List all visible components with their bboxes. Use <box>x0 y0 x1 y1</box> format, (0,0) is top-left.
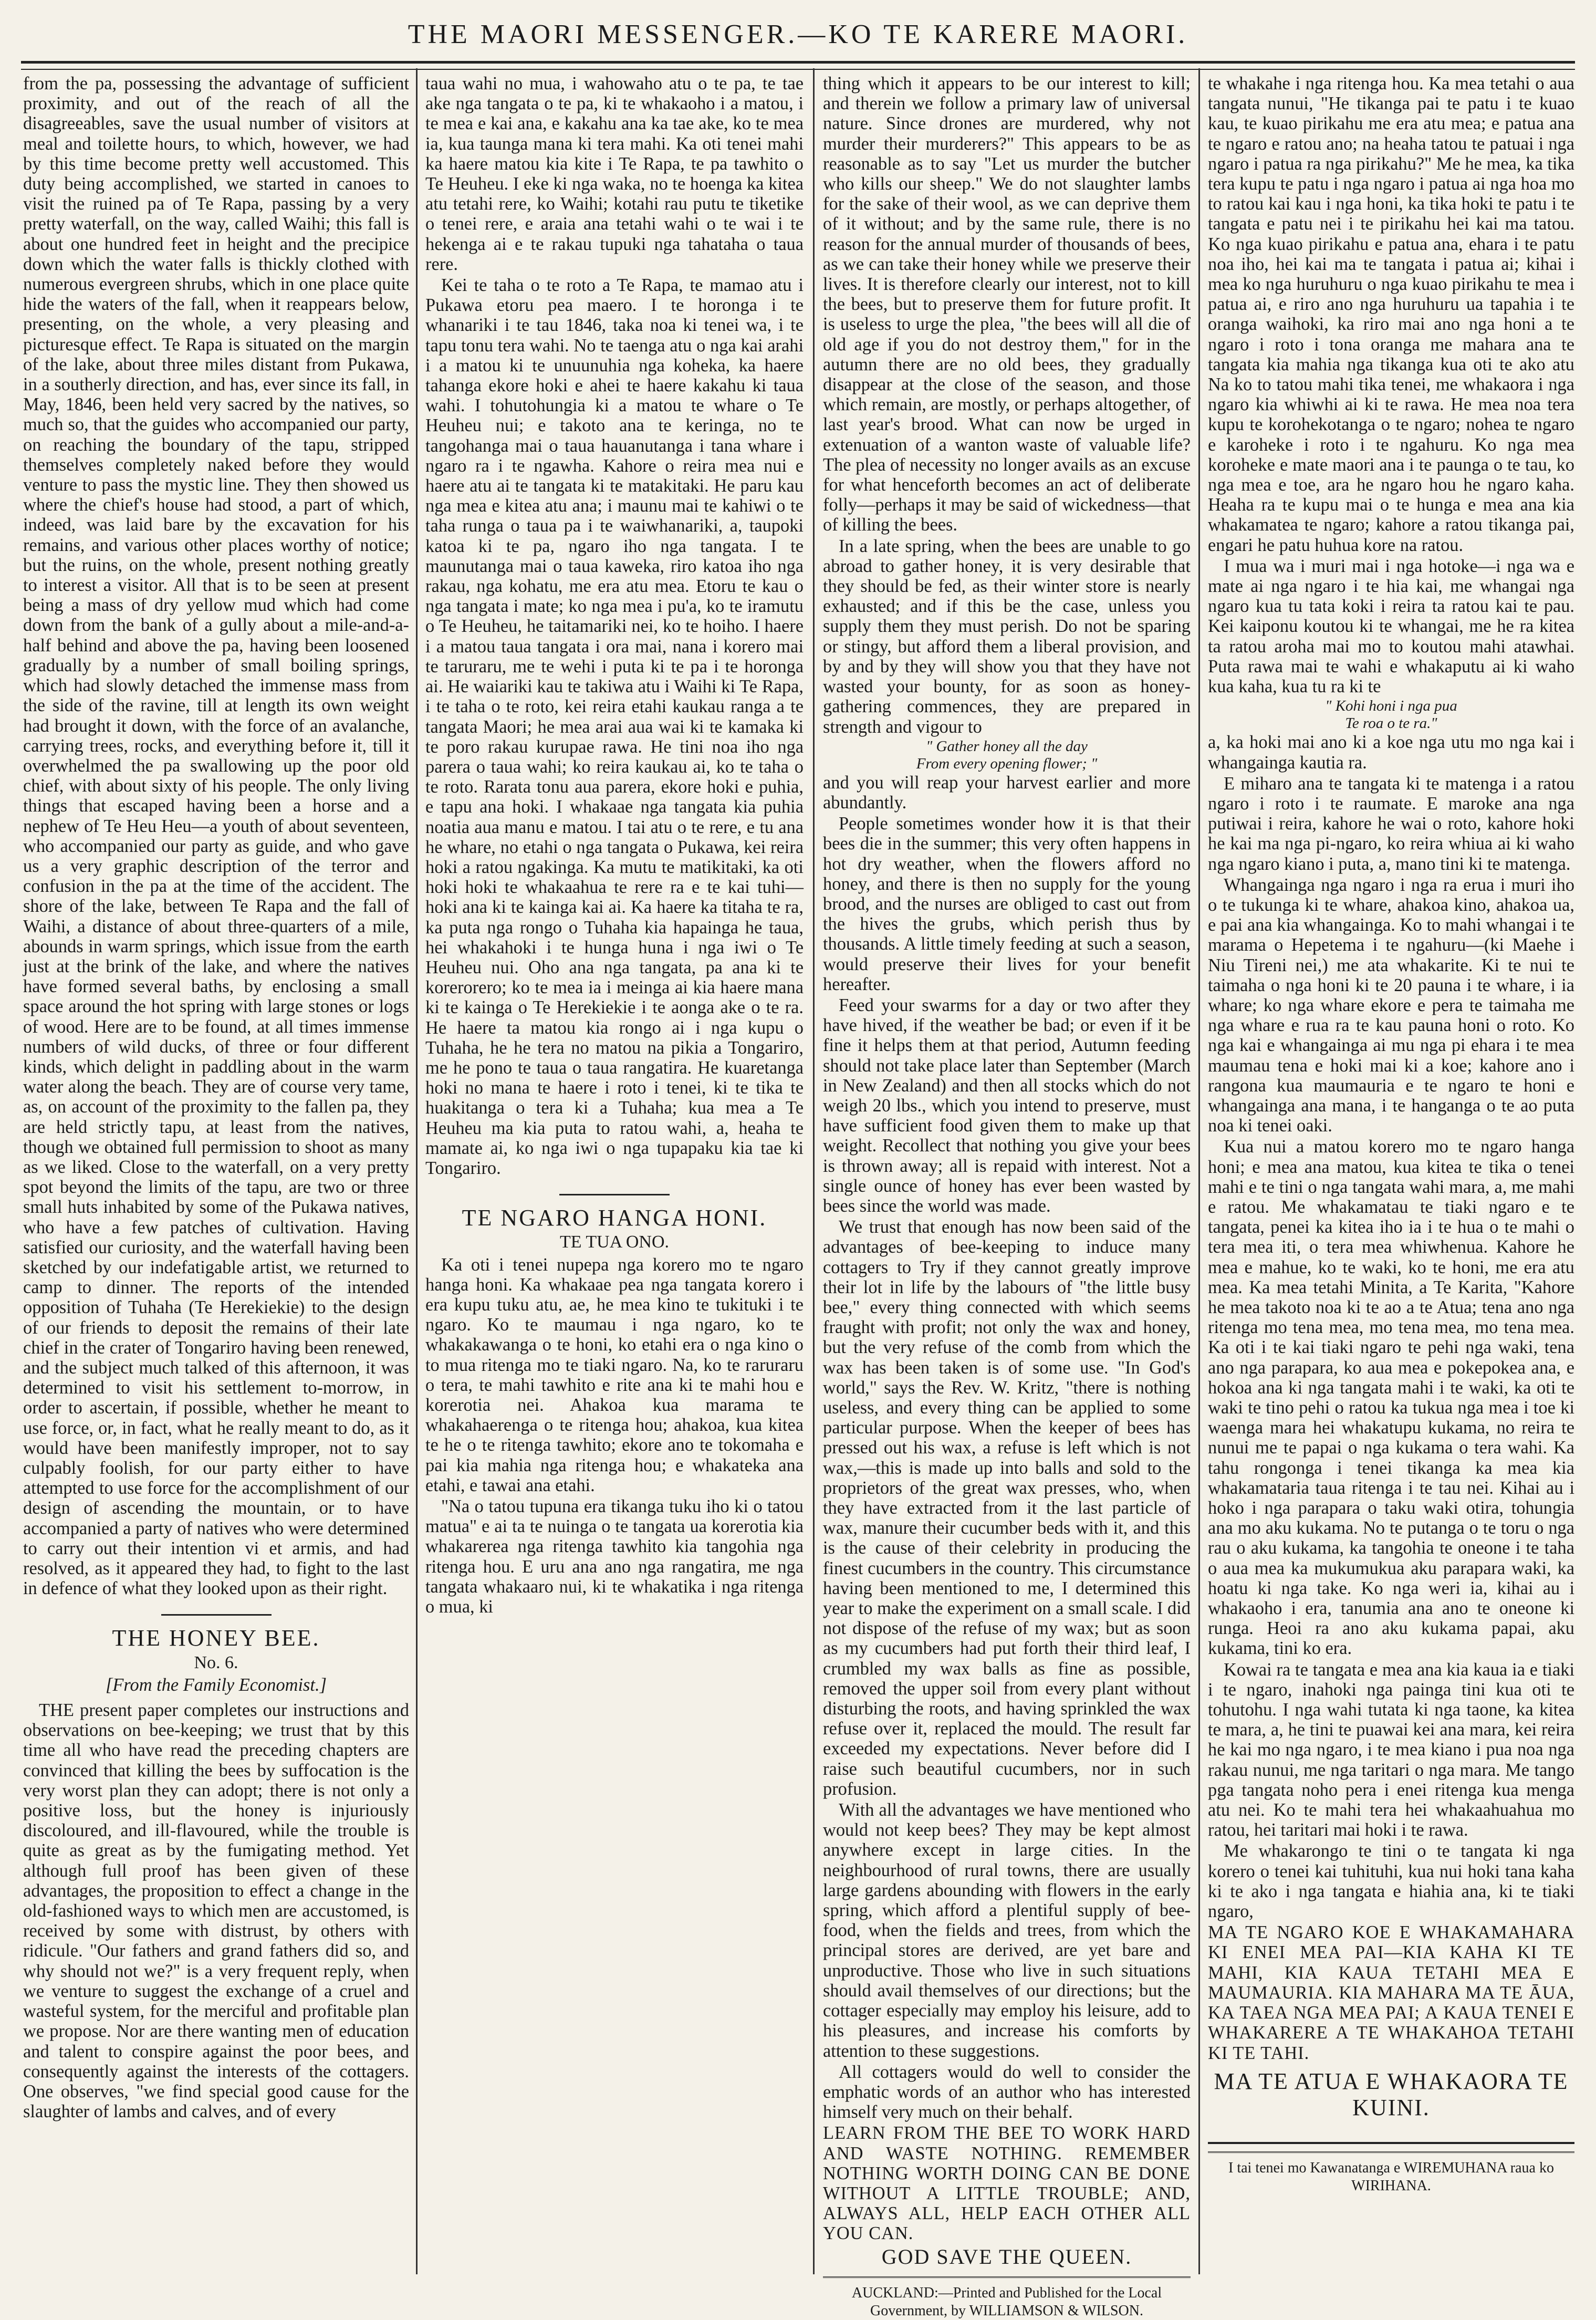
article-paragraph: taua wahi no mua, i wahowaho atu o te pa, te tae ake nga tangata o te pa, ki te whakaoho i a matou, i te mea e kai ana, e kakahu ana ka tae ake, ko te mea ia, kua taunga mana ki tera mahi. Ka oti tenei mahi ka haere matou kia kite i Te Rapa, te pa tawhito o Te Heuheu. I eke ki nga waka, no te hoenga ka kitea atu tetahi rere, ko Waihi; kotahi rau putu te tiketike o tenei rere, e araia ana tetahi wahi o te wai i te hekenga ai e te rakau tupuki nga tahataha o taua rere. <box>425 74 804 274</box>
printer-imprint: AUCKLAND:—Printed and Published for the Local Government, by WILLIAMSON & WILSON. <box>823 2276 1191 2320</box>
article-subtitle: TE TUA ONO. <box>559 1232 670 1252</box>
article-number: No. 6. <box>194 1652 238 1672</box>
article-title: THE HONEY BEE. <box>112 1625 320 1651</box>
article-paragraph: I mua wa i muri mai i nga hotoke—i nga wa e mate ai nga ngaro i te hia kai, me whangai nga ngaro kua tu tata koki i reira ta ratou kai te pau. Kei kaiponu koutou ki te whangai, me he ra kitea ta ratou aroha mai mo to koutou mahi atawhai. Puta rawa mai te wahi e whakaputu ai ki waho kua kaha, kua tu ra ki te <box>1208 556 1574 697</box>
god-save-the-queen-maori: MA TE ATUA E WHAKAORA TE KUINI. <box>1214 2068 1569 2120</box>
section-rule <box>559 1194 670 1195</box>
article-paragraph: and you will reap your harvest earlier and more abundantly. <box>823 772 1191 813</box>
article-paragraph: People sometimes wonder how it is that their bees die in the summer; this very often happens in hot dry weather, when the flowers afford no honey, and there is then no supply for the young brood, and the nurses are obliged to cast out from the hives the grubs, which perish thus by thousands. A little timely feeding at such a season, would preserve their lives for your benefit hereafter. <box>823 814 1191 994</box>
article-paragraph: With all the advantages we have mentioned who would not keep bees? They may be kept almost anywhere except in large cities. In the neighbourhood of rural towns, there are usually large gardens abounding with flowers in the early spring, which afford a plentiful supply of bee-food, when the fields and trees, from which the principal stores are derived, are yet bare and unproductive. Those who live in such situations should avail themselves of our directions; but the cottager especially may employ his leisure, add to his pleasures, and increase his comforts by attention to these suggestions. <box>823 1800 1191 2061</box>
article-paragraph: Kei te taha o te roto a Te Rapa, te mamao atu i Pukawa etoru pea maero. I te horonga i te whanariki i te tau 1846, taka noa ki tenei wa, i te tapu tonu tera wahi. No te taenga atu o nga kai arahi i a matou ki te unuunuhia nga koheka, ka haere tahanga ekore hoki e ahei te haere kakahu ki taua wahi. I tohutohungia ki a matou te whare o Te Heuheu nui; e takoto ana te keringa, no te tangohanga mai o taua hauanutanga i tana whare i ngaro ra i te ngawha. Kahore o reira mea nui e haere atu ai te tangata ki te matakitaki. He paru kau nga mea e kitea atu ana; i maunu mai te kahiwi o te taha runga o taua pa i te waiwhanariki, a, taupoki katoa ki te pa, ngaro iho nga tangata. I te maunutanga mai o taua kaweka, riro katoa iho nga rakau, nga kohatu, me era atu mea. Etoru te kau o nga tangata i mate; ko nga mea i pu'a, ko te iramutu o Te Heuheu, he taitamariki nei, ko te hoiho. I haere i a matou taua tangata i ora mai, nana i korero mai te taruraru, me te wehi i puta ki te pa i te horonga ai. He waiariki kau te takiwa atu i Waihi ki Te Rapa, i te taha o te roto, kei reira etahi kaukau ranga a te tangata Maori; he mea arai aua wai ki te kamaka ki te poro rakau kurupae rawa. He tini noa iho nga parera o taua wahi; ko reira kaukau ai, ko te taha o te roto. Rarata tonu aua parera, ekore hoki e puhia, e tapu ana hoki. I whakaae nga tangata kia puhia noatia aua manu e matou. I tai atu o te rere, e tu ana he whare, no etahi o nga tangata o Pukawa, kei reira hoki a ratou ngakinga. Ka mutu te matikitaki, ka oti hoki hoki te whakaahua te rere ra e te kai tuhi—hoki ana ki te kainga kai ai. Ka haere ka titaha te ra, ka puta nga rongo o Tuhaha kia hapainga he taua, hei whakahoki i te hunga huna i nga iwi o Te Heuheu nui. Oho ana nga tangata, pa ana ki te korerorero; ko te mea ia i meinga ai kia haere mana ki te kainga o Te Herekiekie i te aonga ake o te ra. He haere ta matou kia rongo ai i nga kupu o Tuhaha, he he tera no matou na pikia a Tongariro, me he pono te taua o taua rangatira. He kuaretanga hoki no mana te haere i roto i tenei, ki te tika te huakitanga o tera ki a Tuhaha; kua mea a Te Heuheu ma kia puta to ratou wahi, a, heaha te mamate ai, ko nga iwi o nga tupapaku kia tae ki Tongariro. <box>425 275 804 1178</box>
article-source: [From the Family Economist.] <box>106 1674 327 1695</box>
column-divider <box>813 68 815 2274</box>
verse-line: " Gather honey all the day <box>926 737 1088 755</box>
verse-line: From every opening flower; " <box>916 755 1098 772</box>
section-rule <box>161 1614 272 1616</box>
article-paragraph: All cottagers would do well to consider the emphatic words of an author who has interested himself very much on their behalf. <box>823 2062 1191 2123</box>
article-paragraph: We trust that enough has now been said of the advantages of bee-keeping to induce many cottagers to Try if they cannot greatly improve their lot in life by the labours of "the little busy bee," every thing connected with which seems fraught with profit; not only the wax and honey, but the very refuse of the comb from which the wax has been taken is of some use. "In God's world," says the Rev. W. Kritz, "there is nothing useless, and every thing can be applied to some particular purpose. When the keeper of bees has pressed out his wax, a refuse is left which is not wax,—this is made up into balls and sold to the proprietors of the great wax presses, who, when they have extracted from it the last particle of wax, manure their cucumber beds with it, and this is the cause of their celebrity in producing the finest cucumbers in the country. This circumstance having been mentioned to me, I determined this year to make the experiment on a small scale. I did not dispose of the refuse of my wax; but as soon as my cucumbers had put forth their third leaf, I crumbled my wax balls as fine as possible, removed the upper soil from every plant without disturbing the roots, and having sprinkled the wax refuse over it, replaced the mould. The result far exceeded my expectations. Never before did I raise such beautiful cucumbers, nor in such profusion. <box>823 1217 1191 1799</box>
article-paragraph: Me whakarongo te tini o te tangata ki nga korero o tenei kai tuhituhi, kua nui hoki tana kaha ki te ako i nga tangata e hiahia ana, ki te tiaki ngaro, <box>1208 1841 1574 1922</box>
article-paragraph: Whangainga nga ngaro i nga ra erua i muri iho o te tukunga ki te whare, ahakoa kino, ahakoa ua, e pai ana kia whangainga. Ko to mahi whangai i te marama o Hepetema i te ngahuru—(ki Maehe i Niu Tireni nei,) me ata whakarite. Ki te nui te taimaha o nga honi ki te 20 pauna i te whare, i ia whare; ko nga whare ekore e pera te taimaha me nga whare e rua ra te kau pauna honi o roto. Ko nga kai e whangainga ai mu nga pi ehara i te mea maumau tena e hoki mai ki a koe; kahore ano i rangona kua maumauria e te ngaro te honi e whangainga ana mana, i te hanganga o te ao puta noa ki tenei oaki. <box>1208 875 1574 1136</box>
god-save-the-queen: GOD SAVE THE QUEEN. <box>881 2244 1132 2269</box>
verse-line: " Kohi honi i nga pua <box>1325 698 1457 715</box>
verse-line: Te roa o te ra." <box>1345 715 1437 732</box>
masthead: THE MAORI MESSENGER.—KO TE KARERE MAORI. <box>408 19 1188 49</box>
maxim: LEARN FROM THE BEE TO WORK HARD AND WASTE NOTHING. REMEMBER NOTHING WORTH DOING CAN BE DONE WITHOUT A LITTLE TROUBLE; AND, ALWAYS ALL, HELP EACH OTHER ALL YOU CAN. <box>823 2123 1191 2244</box>
column-divider <box>1198 68 1200 2274</box>
column-4 <box>1208 74 1574 2274</box>
article-paragraph: Kowai ra te tangata e mea ana kia kaua ia e tiaki i te ngaro, inahoki nga painga tini kua oti te tohutohu. I nga wahi tutata ki nga taone, ka kitea te mara, a, he tini te puawai kei ana mara, kei reira he kai mo nga ngaro, i te mea kiano i pua noa nga rakau nunui, me nga taritari o nga mara. Me tango pga tangata noho pera i enei ritenga kua menga atu nei. Ko te mahi tera hei whakaahuahua mo ratou, hei taritari mai hoki i te rawa. <box>1208 1659 1574 1840</box>
column-1 <box>23 74 409 2274</box>
article-paragraph: THE present paper completes our instructions and observations on bee-keeping; we trust that by this time all who have read the preceding chapters are convinced that killing the bees by suffocation is the very worst plan they can adopt; there is not only a positive loss, but the honey is injuriously discoloured, and ill-flavoured, while the trouble is quite as great as by the fumigating method. Yet although full proof has been given of these advantages, the proposition to effect a change in the old-fashioned ways to which men are accustomed, is received by some with distrust, by others with ridicule. "Our fathers and grand fathers did so, and why should not we?" is a very frequent reply, when we venture to suggest the exchange of a cruel and wasteful system, for the merciful and profitable plan we propose. Nor are there wanting men of education and talent to conspire against the poor bees, and consequently against the interests of the cottagers. One observes, "we find special good cause for the slaughter of lambs and calves, and of every <box>23 1700 409 2122</box>
article-paragraph: "Na o tatou tupuna era tikanga tuku iho ki o tatou matua" e ai ta te nuinga o te tangata ua korerotia kia whakarerea nga ritenga tawhito kia tangohia nga ritenga hou. E uru ana ano nga rangatira, me nga tangata whakaaro nui, ki te whakatika i nga ritenga o mua, ki <box>425 1496 804 1617</box>
end-rule <box>1208 2142 1574 2144</box>
article-paragraph: E miharo ana te tangata ki te matenga i a ratou ngaro i roto i te raumate. E maroke ana nga putiwai i reira, kahore he wai o roto, kahore hoki he kai ma nga pi-ngaro, ko reira whiua ai ki waho nga ngaro kiano i puta, a, mano tini ki te matenga. <box>1208 773 1574 874</box>
column-divider <box>416 68 418 2274</box>
article-paragraph: from the pa, possessing the advantage of sufficient proximity, and out of the reach of all the disagreeables, save the usual number of visitors at meal and toilette hours, to which, however, we had by this time become pretty well accustomed. This duty being accomplished, we started in canoes to visit the ruined pa of Te Rapa, passing by a very pretty waterfall, on the way, called Waihi; this fall is about one hundred feet in height and the precipice down which the water falls is thickly clothed with numerous evergreen shrubs, which in one place quite hide the waters of the fall, when it reappears below, presenting, on the whole, a very pleasing and picturesque effect. Te Rapa is situated on the margin of the lake, about three miles distant from Pukawa, in a southerly direction, and has, ever since its fall, in May, 1846, been held very sacred by the natives, so much so, that the guides who accompanied our party, on reaching the boundary of the tapu, stripped themselves completely naked before they would venture to pass the mystic line. They then showed us where the chief's house had stood, a part of which, indeed, was laid bare by the excavation for his remains, and various other places worthy of notice; but the ruins, on the whole, present nothing greatly to interest a visitor. All that is to be seen at present being a mass of dry yellow mud which had come down from the bank of a gully about a mile-and-a-half behind and above the pa, having been loosened gradually by a number of small boiling springs, which had slowly detached the immense mass from the side of the ravine, till at length its own weight had brought it down, with the force of an avalanche, carrying trees, rocks, and everything before it, till it overwhelmed the pa swallowing up the poor old chief, with about sixty of his people. The only living things that escaped having been a horse and a nephew of Te Heu Heu—a youth of about seventeen, who accompanied our party as guide, and who gave us a very graphic description of the terror and confusion in the pa at the time of the accident. The shore of the lake, between Te Rapa and the fall of Waihi, a distance of about three-quarters of a mile, abounds in warm springs, which issue from the earth just at the brink of the lake, and where the natives have formed several baths, by enclosing a small space around the hot spring with large stones or logs of wood. Here are to be found, at all times immense numbers of wild ducks, of three or four different kinds, which delight in paddling about in the warm water along the beach. They are of course very tame, as, on account of the proximity to the fallen pa, they are held strictly tapu, at least from the natives, though we obtained full permission to shoot as many as we liked. Close to the waterfall, on a very pretty spot beyond the limits of the tapu, are two or three small huts inhabited by some of the Pukawa natives, who have a few patches of cultivation. Having satisfied our curiosity, and the waterfall having been sketched by our indefatigable artist, we returned to camp to dinner. The reports of the intended opposition of Tuhaha (Te Herekiekie) to the design of our friends to deposit the remains of their late chief in the crater of Tongariro having been renewed, and the subject much talked of this afternoon, it was determined to visit his settlement to-morrow, in order to ascertain, if possible, whether he meant to use force, or, in fact, what he really meant to do, as it would have been manifestly improper, not to say culpably foolish, for our party either to have attempted to use force for the accomplishment of our design of ascending the mountain, or to have accompanied a party of natives who were determined to carry out their intention vi et armis, and had resolved, as it appeared they had, to fight to the last in defence of what they looked upon as their right. <box>23 74 409 1599</box>
article-paragraph: In a late spring, when the bees are unable to go abroad to gather honey, it is very desirable that they should be fed, as their winter store is nearly exhausted; and if this be the case, unless you supply them they must perish. Do not be sparing or stingy, but afford them a liberal provision, and by and by they will show you that they have not wasted your bounty, for as soon as honey-gathering commences, they are prepared in strength and vigour to <box>823 536 1191 737</box>
article-paragraph: thing which it appears to be our interest to kill; and therein we follow a primary law of universal nature. Since drones are murdered, why not murder their murderers?" This appears to be as reasonable as to say "Let us murder the butcher who kills our sheep." We do not slaughter lambs for the sake of their wool, as we can deprive them of it without; and by the same rule, there is no reason for the annual murder of thousands of bees, as we can take their honey while we preserve their lives. It is therefore clearly our interest, not to kill the bees, but to preserve them for future profit. It is useless to urge the plea, "the bees will all die of old age if you do not destroy them," for in the autumn there are no old bees, they gradually disappear at the close of the season, and those which remain, are mostly, or perhaps altogether, of last year's brood. What can now be urged in extenuation of a wanton waste of valuable life? The plea of necessity no longer avails as an excuse for what henceforth becomes an act of deliberate folly—perhaps it may be said of wickedness—that of killing the bees. <box>823 74 1191 535</box>
article-paragraph: Kua nui a matou korero mo te ngaro hanga honi; e mea ana matou, kua kitea te tika o tenei mahi e te tini o nga tangata wahi mara, a, me mahi e ratou. Me whakamatau te tiaki ngaro e te tangata, penei ka kitea iho ia i te hua o te mahi o tera mea iti, o tera mea whiwhenua. Kahore he mea e mahue, ko te waki, ko te honi, me era atu mea. Ka mea tetahi Minita, a Te Karita, "Kahore he mea takoto noa ki te ao a te Atua; tena ano nga ritenga mo tena mea, mo tena mea, mo tena mea. Ka oti i te kai tiaki ngaro te pehi nga waki, tena ano nga parapara, ko aua mea e pokepokea ana, e hokoa ana ki nga tangata mahi i te waki, ka oti te waki te tino pehi o ratou ka tukua nga mea i toe ki waenga mara hei whakatupu kukama, no reira te nunui me te papai o nga kukama o tera wahi. Ka tahu rongonga i tenei tikanga ka mea kia whakamataria taua ritenga i te tau nei. Kihai au i hoko i nga parapara o taku waki otira, tohungia ana mo aku kukama. No te putanga o te toru o nga rau o aku kukama, ka tangohia te oneone i te taha o aua mea ka mukumukua aku parapara waki, ka hoatu ki nga take. Ko nga weri ia, kihai au i whakaoho i era, tanumia ana ano te oneone ki runga. Heoi ra ano aku kukama papai, aku kukama, tini ko era. <box>1208 1137 1574 1659</box>
newspaper-page <box>21 11 1575 2319</box>
masthead-rule <box>21 61 1575 70</box>
maxim: MA TE NGARO KOE E WHAKAMAHARA KI ENEI MEA PAI—KIA KAHA KI TE MAHI, KIA KAUA TETAHI MEA E MAUMAURIA. KIA MAHARA MA TE ĀUA, KA TAEA NGA MEA PAI; A KAUA TENEI E WHAKARERE A TE WHAKAHOA TETAHI KI TE TAHI. <box>1208 1922 1574 2063</box>
printer-imprint: I tai tenei mo Kawanatanga e WIREMUHANA raua ko WIRIHANA. <box>1208 2151 1574 2195</box>
article-paragraph: Feed your swarms for a day or two after they have hived, if the weather be bad; or even if it be fine it helps them at that period, Autumn feeding should not take place later than September (March in New Zealand) and then all stocks which do not weigh 20 lbs., which you intend to preserve, must have sufficient food given them to make up that weight. Recollect that nothing you give your bees is thrown away; all is repaid with interest. Not a single ounce of honey has ever been wasted by bees since the world was made. <box>823 995 1191 1216</box>
column-3 <box>823 74 1191 2319</box>
column-2 <box>425 74 804 2274</box>
article-title: TE NGARO HANGA HONI. <box>462 1205 767 1231</box>
article-paragraph: te whakahe i nga ritenga hou. Ka mea tetahi o aua tangata nunui, "He tikanga pai te patu i te kuao kau, te kuao pirikahu me era atu mea; e patua ana te ngaro e ratou ano; na heaha tatou te patuai i nga ngaro i patua ra nga pirikahu?" Me he mea, ka tika tera kupu te patu i nga ngaro i patua ai nga hoa mo to ratou kai kau i nga honi, ka tika hoki te patu i te tangata e patu nei i te pirikahu hei kai ma tatou. Ko nga kuao pirikahu e patua ana, ehara i te patu noa iho, hei kai ma te tangata i patua ai; kihai i mea ko nga huruhuru o nga kuao pirikahu te mea i patua ai, e riro ano nga huruhuru ua tapahia i te oranga waihoki, ka riro mai ano nga honi a te ngaro i roto i tona oranga me mahara ana te tangata kia mahia nga tikanga kua oti te ako atu Na ko to tatou mahi tika tenei, me whakaora i nga ngaro kia whiwhi ai ki te rawa. He mea noa tera kupu te korohekotanga o te ngaro; nohea te ngaro e karoheke i roto i te ngahuru. Ko nga mea koroheke e mate maori ana i te paunga o te tau, ko nga mea e toe, ara he ngaro hou he ngaro kaha. Heaha ra te kupu mai o te hunga e mea ana kia whakamatea te ngaro; kahore a ratou tikanga pai, engari he patu huhua kore na ratou. <box>1208 74 1574 555</box>
article-paragraph: Ka oti i tenei nupepa nga korero mo te ngaro hanga honi. Ka whakaae pea nga tangata korero i era kupu tuku atu, ae, he mea kino te tukituki i te ngaro. Ko te maumau i nga ngaro, ko te whakakawanga o te honi, ko etahi era o nga kino o to mua ritenga mo te tiaki ngaro. Na, ko te raruraru o tera, te mahi tawhito e rite ana ki te mahi hou e korerotia nei. Ahakoa kua marama te whakahaerenga o te ritenga hou; ahakoa, kua kitea te he o te ritenga tawhito; ekore ano te tokomaha e pai kia mahia nga ritenga hou; e whakateka ana etahi, e tawai ana etahi. <box>425 1254 804 1495</box>
article-paragraph: a, ka hoki mai ano ki a koe nga utu mo nga kai i whangainga kautia ra. <box>1208 732 1574 773</box>
